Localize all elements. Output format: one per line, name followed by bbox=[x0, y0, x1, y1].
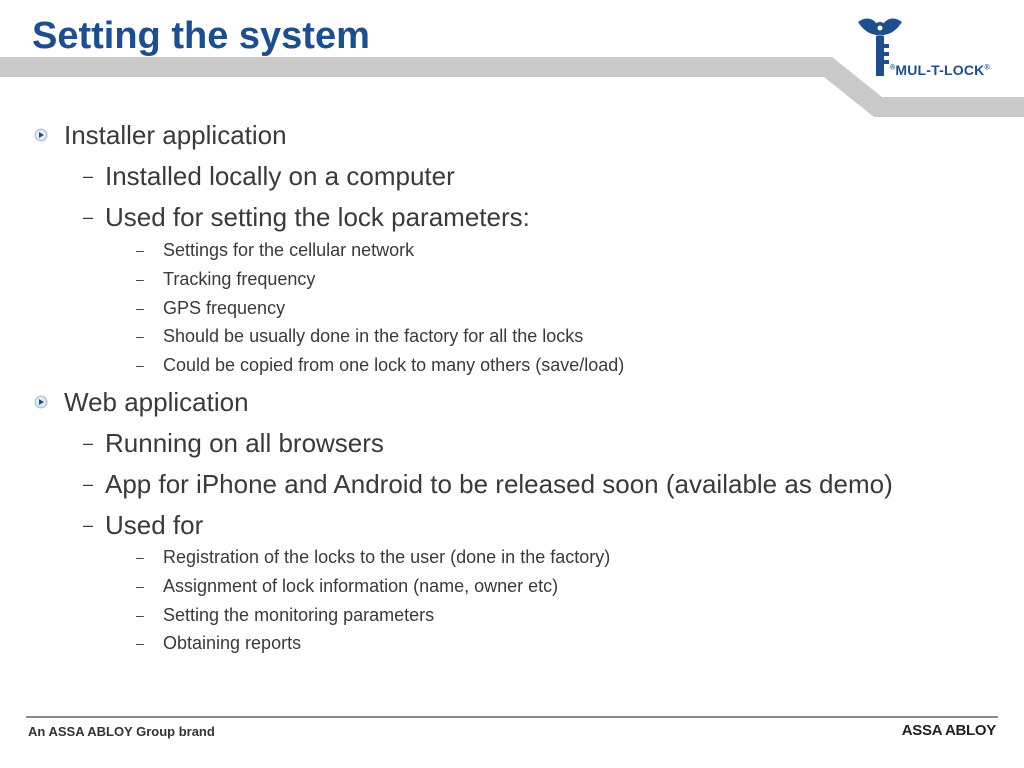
sub-sub-bullet bbox=[136, 632, 302, 654]
sub-sub-bullet-text: Settings for the cellular network bbox=[163, 240, 415, 260]
sub-sub-bullet bbox=[136, 546, 611, 568]
sub-sub-bullet-text: Setting the monitoring parameters bbox=[163, 605, 435, 625]
sub-sub-bullet bbox=[136, 239, 415, 261]
dash: – bbox=[136, 328, 144, 344]
sub-sub-bullet bbox=[136, 297, 286, 319]
bullet-text: Web application bbox=[64, 387, 249, 417]
dash: – bbox=[83, 474, 94, 494]
sub-sub-bullet bbox=[136, 354, 625, 376]
dash: – bbox=[83, 433, 94, 453]
sub-sub-bullet bbox=[136, 268, 316, 290]
dash: – bbox=[136, 549, 144, 565]
sub-sub-bullet-text: Obtaining reports bbox=[163, 633, 302, 653]
sub-sub-bullet bbox=[136, 575, 559, 597]
sub-bullet bbox=[83, 469, 893, 499]
sub-sub-bullet-text: Tracking frequency bbox=[163, 269, 316, 289]
bullet-text: Installer application bbox=[64, 120, 287, 150]
sub-bullet bbox=[83, 161, 455, 191]
round-bullet-icon bbox=[34, 395, 48, 409]
registered-mark: ® bbox=[890, 64, 896, 72]
footer-assa-abloy-logo: ASSA ABLOY bbox=[901, 722, 996, 739]
footer-group-brand: An ASSA ABLOY Group brand bbox=[28, 724, 215, 739]
dash: – bbox=[83, 166, 94, 186]
brand-name: MUL-T-LOCK bbox=[895, 62, 985, 78]
sub-sub-bullet bbox=[136, 325, 584, 347]
sub-bullet-text: Used for bbox=[105, 510, 204, 540]
sub-bullet bbox=[83, 202, 530, 232]
dash: – bbox=[136, 357, 144, 373]
slide-title: Setting the system bbox=[32, 15, 370, 57]
dash: – bbox=[136, 242, 144, 258]
dash: – bbox=[83, 207, 94, 227]
sub-bullet-text: Installed locally on a computer bbox=[105, 161, 455, 191]
sub-bullet bbox=[83, 510, 204, 540]
sub-bullet-text: App for iPhone and Android to be released soon (available as demo) bbox=[105, 469, 893, 499]
dash: – bbox=[136, 578, 144, 594]
registered-mark-2: ® bbox=[984, 64, 990, 72]
sub-bullet-text: Running on all browsers bbox=[105, 428, 384, 458]
bullet-installer-application bbox=[64, 120, 287, 150]
dash: – bbox=[136, 635, 144, 651]
dash: – bbox=[136, 300, 144, 316]
sub-sub-bullet-text: Could be copied from one lock to many others (save/load) bbox=[163, 355, 625, 375]
dash: – bbox=[136, 607, 144, 623]
sub-sub-bullet-text: Registration of the locks to the user (done in the factory) bbox=[163, 547, 611, 567]
sub-sub-bullet-text: Assignment of lock information (name, owner etc) bbox=[163, 576, 559, 596]
round-bullet-icon bbox=[34, 128, 48, 142]
dash: – bbox=[136, 271, 144, 287]
dash: – bbox=[83, 515, 94, 535]
sub-sub-bullet bbox=[136, 604, 435, 626]
brand-logo-text bbox=[890, 62, 990, 78]
sub-sub-bullet-text: GPS frequency bbox=[163, 298, 286, 318]
bullet-web-application bbox=[64, 387, 249, 417]
sub-sub-bullet-text: Should be usually done in the factory for all the locks bbox=[163, 326, 584, 346]
sub-bullet-text: Used for setting the lock parameters: bbox=[105, 202, 530, 232]
footer-divider bbox=[26, 716, 998, 718]
sub-bullet bbox=[83, 428, 384, 458]
